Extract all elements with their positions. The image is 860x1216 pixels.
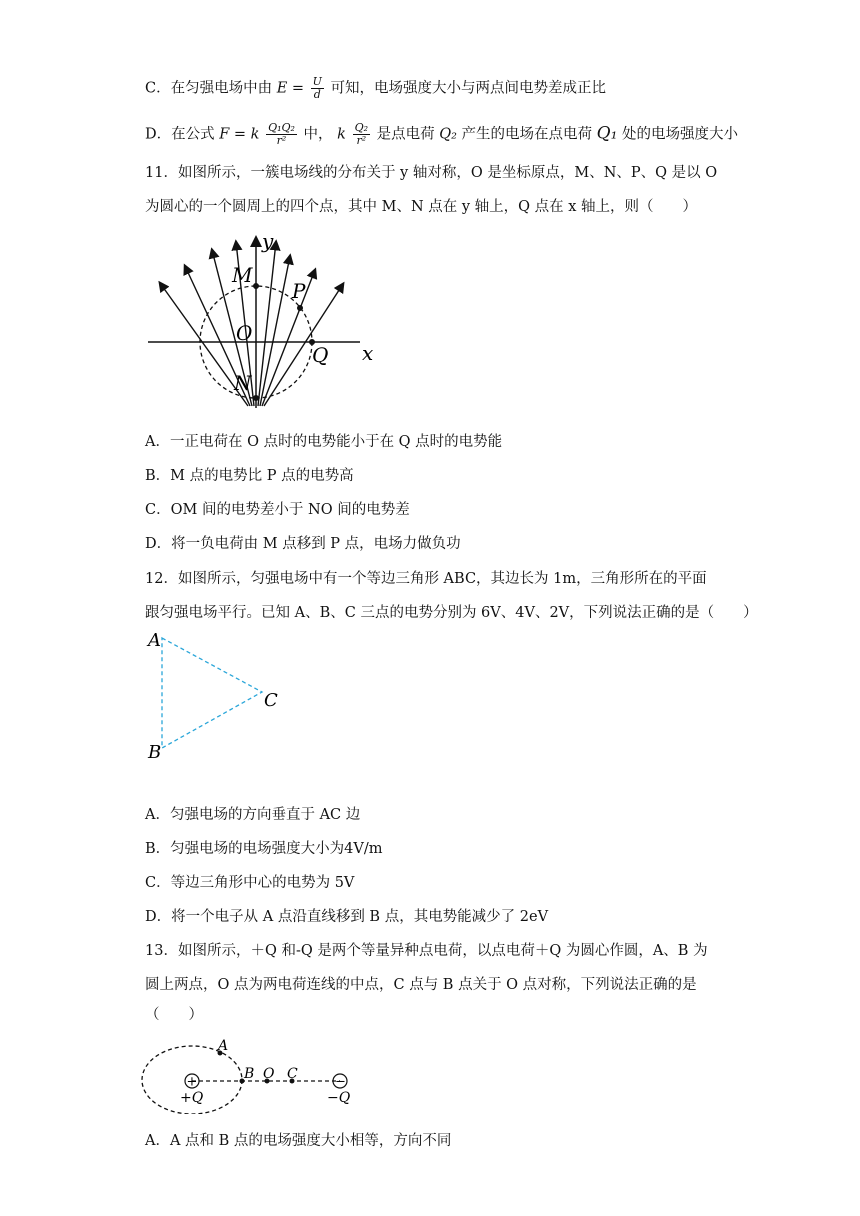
q11-option-d: D．将一负电荷由 M 点移到 P 点，电场力做负功 (145, 536, 461, 552)
formula-f-lhs: F = k (219, 126, 260, 143)
q11-option-b: B．M 点的电势比 P 点的电势高 (145, 468, 354, 484)
q11-field-line-figure (140, 228, 390, 413)
q10-optd-text-mid3: 产生的电场在点电荷 (461, 126, 593, 143)
q13-stem-line3: （ ） (145, 1007, 203, 1023)
symbol-q1: Q₁ (596, 123, 618, 144)
fraction-numerator: U (312, 75, 322, 88)
q10-optc-text-pre: C．在匀强电场中由 (145, 80, 273, 97)
point-a-label: A (218, 1038, 229, 1054)
fraction-numerator: Q₁Q₂ (268, 121, 295, 134)
formula-e-lhs: E = (276, 80, 305, 97)
q12-option-c: C．等边三角形中心的电势为 5V (145, 875, 355, 891)
fraction-u-over-d (311, 76, 324, 101)
point-m-label: M (232, 263, 253, 287)
q12-option-b: B．匀强电场的电场强度大小为4V/m (145, 841, 383, 857)
q11-stem-line2: 为圆心的一个圆周上的四个点，其中 M、N 点在 y 轴上，Q 点在 x 轴上，则（ ） (145, 199, 698, 215)
minus-charge-sign: − (335, 1074, 346, 1090)
minus-q-label: −Q (327, 1090, 351, 1106)
q10-optc-text-post: 可知，电场强度大小与两点间电势差成正比 (330, 80, 607, 97)
vertex-c-label: C (264, 690, 278, 711)
vertex-a-label: A (148, 630, 161, 651)
point-p-label: P (292, 279, 306, 303)
q13-charges-figure (140, 1034, 370, 1114)
q10-optd-text-mid2: 是点电荷 (376, 126, 435, 143)
q11-option-a: A．一正电荷在 O 点时的电势能小于在 Q 点时的电势能 (145, 434, 503, 450)
fraction-denominator: r² (356, 134, 367, 147)
fraction-q1q2-over-r2 (266, 122, 297, 147)
q11-stem-line1: 11．如图所示，一簇电场线的分布关于 y 轴对称，O 是坐标原点，M、N、P、Q 是以 O (145, 165, 718, 181)
point-b-label: B (244, 1066, 255, 1082)
fraction-denominator: d (313, 88, 321, 101)
formula-k: k (337, 126, 346, 143)
q11-option-c: C．OM 间的电势差小于 NO 间的电势差 (145, 502, 410, 518)
triangle-abc (162, 638, 262, 748)
vertex-b-label: B (148, 742, 162, 763)
q13-stem-line2: 圆上两点，O 点为两电荷连线的中点，C 点与 B 点关于 O 点对称，下列说法正确的是 (145, 977, 697, 993)
q12-triangle-figure (140, 626, 290, 766)
plus-q-label: +Q (180, 1090, 204, 1106)
q13-stem-line1: 13．如图所示，＋Q 和-Q 是两个等量异种点电荷，以点电荷＋Q 为圆心作圆，A、B 为 (145, 943, 708, 959)
q12-option-a: A．匀强电场的方向垂直于 AC 边 (145, 807, 361, 823)
point-n-label: N (234, 371, 252, 395)
point-q-label: Q (312, 343, 329, 367)
q10-option-d (145, 122, 738, 147)
point-o-label: O (263, 1066, 275, 1082)
q10-optd-text-pre: D．在公式 (145, 126, 215, 143)
q13-option-a: A．A 点和 B 点的电场强度大小相等，方向不同 (145, 1133, 452, 1149)
fraction-denominator: r² (276, 134, 287, 147)
plus-charge-sign: + (186, 1074, 198, 1090)
fraction-q2-over-r2 (353, 122, 370, 147)
q10-optd-text-mid1: 中， (303, 126, 333, 143)
point-c-label: C (287, 1066, 298, 1082)
q10-optd-text-post: 处的电场强度大小 (622, 126, 739, 143)
x-axis-label: x (362, 341, 374, 365)
q10-option-c (145, 76, 606, 101)
q12-stem-line1: 12．如图所示，匀强电场中有一个等边三角形 ABC，其边长为 1m，三角形所在的平面 (145, 571, 707, 587)
q12-stem-line2: 跟匀强电场平行。已知 A、B、C 三点的电势分别为 6V、4V、2V，下列说法正确的是（ ） (145, 605, 758, 621)
symbol-q2: Q₂ (439, 126, 457, 143)
y-axis-label: y (262, 229, 274, 253)
q12-option-d: D．将一个电子从 A 点沿直线移到 B 点，其电势能减少了 2eV (145, 909, 549, 925)
fraction-numerator: Q₂ (354, 121, 368, 134)
origin-o-label: O (236, 321, 253, 345)
